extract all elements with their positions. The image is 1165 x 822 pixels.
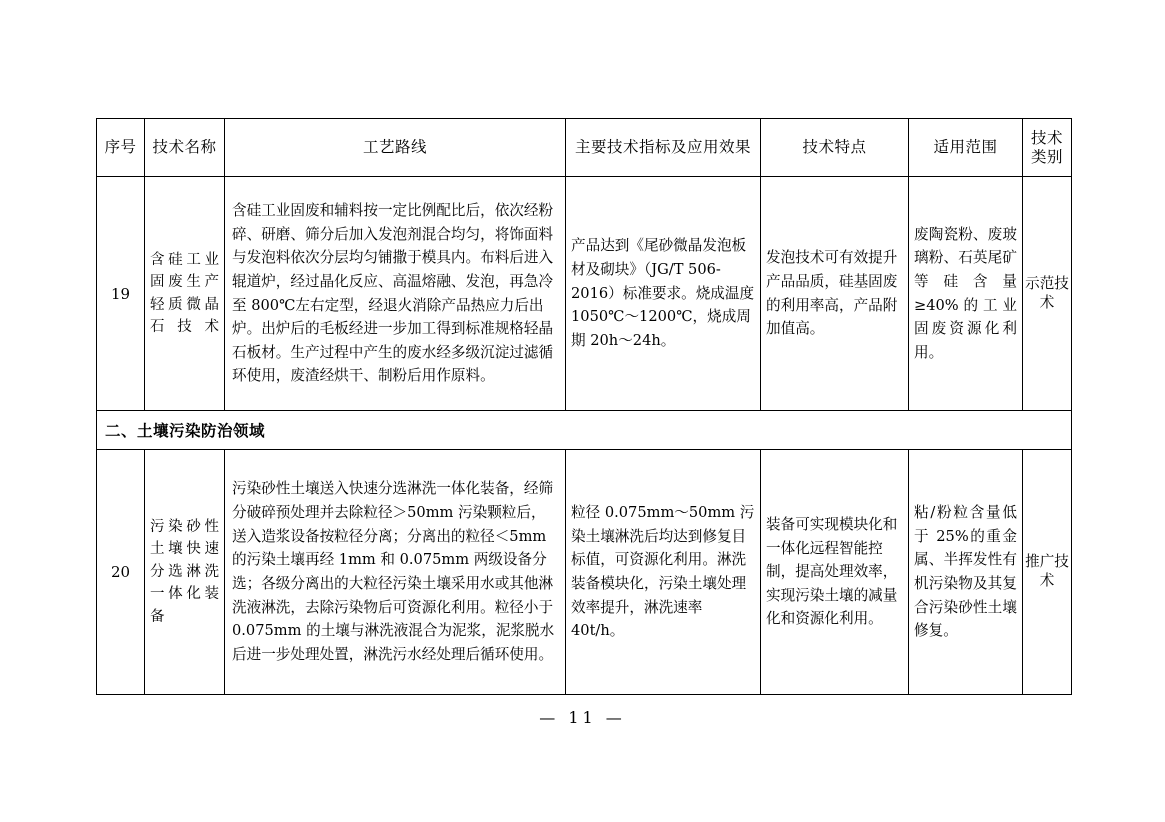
table-row bbox=[97, 177, 1072, 411]
indicators-text: 产品达到《尾砂微晶发泡板材及砌块》（JG/T 506-2016）标准要求。烧成温度 1050℃～1200℃，烧成周期 20h～24h。 bbox=[571, 237, 755, 349]
technology-name-cell bbox=[145, 177, 225, 411]
process-route-cell bbox=[225, 177, 566, 411]
scope-text: 废陶瓷粉、废玻璃粉、石英尾矿等硅含量≥40%的工业固废资源化利用。 bbox=[914, 225, 1017, 361]
process-route-cell bbox=[225, 450, 566, 695]
row-number: 19 bbox=[110, 284, 131, 303]
header-cell-no: 序号 bbox=[97, 119, 145, 177]
section-header-cell bbox=[97, 411, 1072, 450]
features-text: 装备可实现模块化和一体化远程智能控制，提高处理效率，实现污染土壤的减量化和资源化利用。 bbox=[766, 515, 898, 628]
scope-cell bbox=[909, 450, 1023, 695]
section-title: 二、土壤污染防治领域 bbox=[105, 422, 266, 440]
features-cell bbox=[761, 177, 909, 411]
row-number: 20 bbox=[110, 563, 131, 581]
table-row bbox=[97, 450, 1072, 695]
technology-type-badge: 示范技术 bbox=[1025, 274, 1069, 311]
table-header-row bbox=[97, 119, 1072, 177]
section-header-row bbox=[97, 411, 1072, 450]
process-route-text: 污染砂性土壤送入快速分选淋洗一体化装备，经筛分破碎预处理并去除粒径＞50mm 污染颗粒后，送入造浆设备按粒径分离；分离出的粒径＜5mm 的污染土壤再经 1mm 和 0.075mm 两级设备分选；各级分离出的大粒径污染土壤采用水或其他淋洗液淋洗，去除污染物后可资源化利用。粒径小于 0.075mm 的土壤与淋洗液混合为泥浆，泥浆脱水后进一步处理处置，淋洗污水经处理后循环使用。 bbox=[232, 480, 555, 663]
header-type-line-1: 技术 bbox=[1030, 128, 1063, 147]
indicators-cell bbox=[566, 450, 761, 695]
header-cell-route: 工艺路线 bbox=[225, 119, 566, 177]
scope-text: 粘/粉粒含量低于 25%的重金属、半挥发性有机污染物及其复合污染砂性土壤修复。 bbox=[914, 504, 1017, 640]
header-cell-name: 技术名称 bbox=[145, 119, 225, 177]
row-number-cell bbox=[97, 450, 145, 695]
technology-type-cell bbox=[1023, 177, 1072, 411]
header-type-line-2: 类别 bbox=[1030, 147, 1063, 166]
features-cell bbox=[761, 450, 909, 695]
technology-name-cell bbox=[145, 450, 225, 695]
process-route-text: 含硅工业固废和辅料按一定比例配比后，依次经粉碎、研磨、筛分后加入发泡剂混合均匀，将饰面料与发泡料依次分层均匀铺撒于模具内。布料后进入辊道炉，经过晶化反应、高温熔融、发泡，再急冷至 800℃左右定型，经退火消除产品热应力后出炉。出炉后的毛板经进一步加工得到标准规格轻晶石板材。生产过程中产生的废水经多级沉淀过滤循环使用，废渣经烘干、制粉后用作原料。 bbox=[232, 201, 554, 385]
row-number-cell bbox=[97, 177, 145, 411]
indicators-text: 粒径 0.075mm～50mm 污染土壤淋洗后均达到修复目标值，可资源化利用。淋洗装备模块化，污染土壤处理效率提升，淋洗速率 40t/h。 bbox=[571, 504, 755, 640]
header-cell-scope: 适用范围 bbox=[909, 119, 1023, 177]
technology-type-badge: 推广技术 bbox=[1025, 553, 1069, 589]
features-text: 发泡技术可有效提升产品品质，硅基固废的利用率高，产品附加值高。 bbox=[766, 249, 898, 338]
page-number-footer: — 11 — bbox=[539, 708, 626, 727]
technology-name: 含硅工业固废生产轻质微晶石技术 bbox=[150, 251, 219, 335]
technology-name: 污染砂性土壤快速分选淋洗一体化装备 bbox=[150, 518, 219, 625]
technology-type-cell bbox=[1023, 450, 1072, 695]
technology-catalog-table bbox=[96, 118, 1072, 695]
header-cell-features: 技术特点 bbox=[761, 119, 909, 177]
header-cell-type bbox=[1023, 119, 1072, 177]
header-cell-indicators: 主要技术指标及应用效果 bbox=[566, 119, 761, 177]
indicators-cell bbox=[566, 177, 761, 411]
scope-cell bbox=[909, 177, 1023, 411]
